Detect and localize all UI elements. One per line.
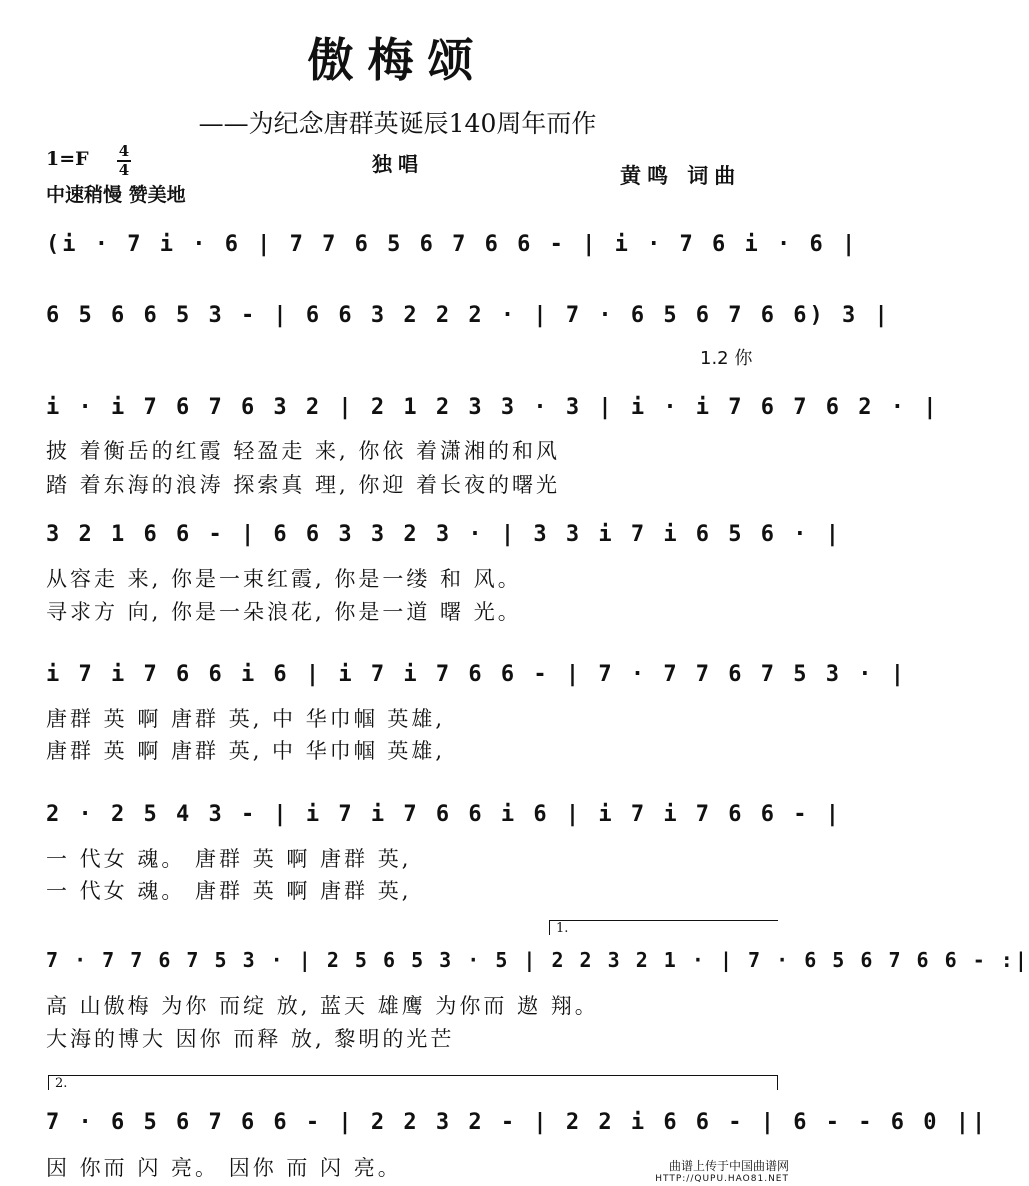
notation-line-1: (i · 7 i · 6 | 7 7 6 5 6 7 6 6 - | i · 7 6 i · 6 | (46, 232, 859, 257)
notation-line-7: 7 · 7 7 6 7 5 3 · | 2 5 6 5 3 · 5 | 2 2 3 2 1 · | 7 · 6 5 6 7 6 6 - :| (46, 948, 1029, 972)
lyric-line-4-1: 从容走 来, 你是一束红霞, 你是一缕 和 风。 (46, 567, 522, 591)
lyric-line-6-1: 一 代女 魂。 唐群 英 啊 唐群 英, (46, 847, 412, 871)
source-watermark (655, 1160, 789, 1186)
first-ending-bracket: 1. (549, 920, 778, 935)
meter-denominator: 4 (118, 161, 130, 179)
notation-line-2: 6 5 6 6 5 3 - | 6 6 3 2 2 2 · | 7 · 6 5 6 7 6 6) 3 | (46, 303, 891, 328)
performance-type: 独唱 (372, 152, 424, 176)
lyric-line-4-2: 寻求方 向, 你是一朵浪花, 你是一道 曙 光。 (46, 600, 522, 624)
notation-line-6: 2 · 2 5 4 3 - | i 7 i 7 6 6 i 6 | i 7 i 7 6 6 - | (46, 802, 843, 827)
second-ending-bracket: 2. (48, 1075, 778, 1090)
tempo-marking: 中速稍慢 赞美地 (46, 184, 186, 206)
notation-line-8: 7 · 6 5 6 7 6 6 - | 2 2 3 2 - | 2 2 i 6 6 - | 6 - - 6 0 || (46, 1110, 989, 1135)
lyric-line-5-2: 唐群 英 啊 唐群 英, 中 华巾帼 英雄, (46, 739, 446, 763)
time-signature (117, 143, 131, 179)
watermark-url: HTTP://QUPU.HAO81.NET (655, 1174, 789, 1184)
watermark-text: 曲谱上传于中国曲谱网 (668, 1159, 789, 1173)
lyric-line-6-2: 一 代女 魂。 唐群 英 啊 唐群 英, (46, 879, 412, 903)
song-subtitle: ——为纪念唐群英诞辰140周年而作 (198, 109, 597, 138)
notation-line-5: i 7 i 7 6 6 i 6 | i 7 i 7 6 6 - | 7 · 7 7 6 7 5 3 · | (46, 662, 907, 687)
key-signature: 1=F (46, 148, 89, 170)
lyric-line-7-2: 大海的博大 因你 而释 放, 黎明的光芒 (46, 1027, 455, 1051)
song-title: 傲梅颂 (307, 33, 488, 87)
lyric-line-3-2: 踏 着东海的浪涛 探索真 理, 你迎 着长夜的曙光 (46, 473, 561, 497)
author-credit: 黄鸣 词曲 (620, 163, 742, 188)
verse-marker: 1.2 你 (700, 348, 753, 369)
notation-line-4: 3 2 1 6 6 - | 6 6 3 3 2 3 · | 3 3 i 7 i 6 5 6 · | (46, 522, 843, 547)
meter-numerator: 4 (118, 142, 130, 160)
lyric-line-5-1: 唐群 英 啊 唐群 英, 中 华巾帼 英雄, (46, 707, 446, 731)
lyric-line-7-1: 高 山傲梅 为你 而绽 放, 蓝天 雄鹰 为你而 遨 翔。 (46, 994, 599, 1018)
lyric-line-8-1: 因 你而 闪 亮。 因你 而 闪 亮。 (46, 1156, 402, 1180)
notation-line-3: i · i 7 6 7 6 3 2 | 2 1 2 3 3 · 3 | i · i 7 6 7 6 2 · | (46, 395, 940, 420)
lyric-line-3-1: 披 着衡岳的红霞 轻盈走 来, 你依 着潇湘的和风 (46, 439, 561, 463)
